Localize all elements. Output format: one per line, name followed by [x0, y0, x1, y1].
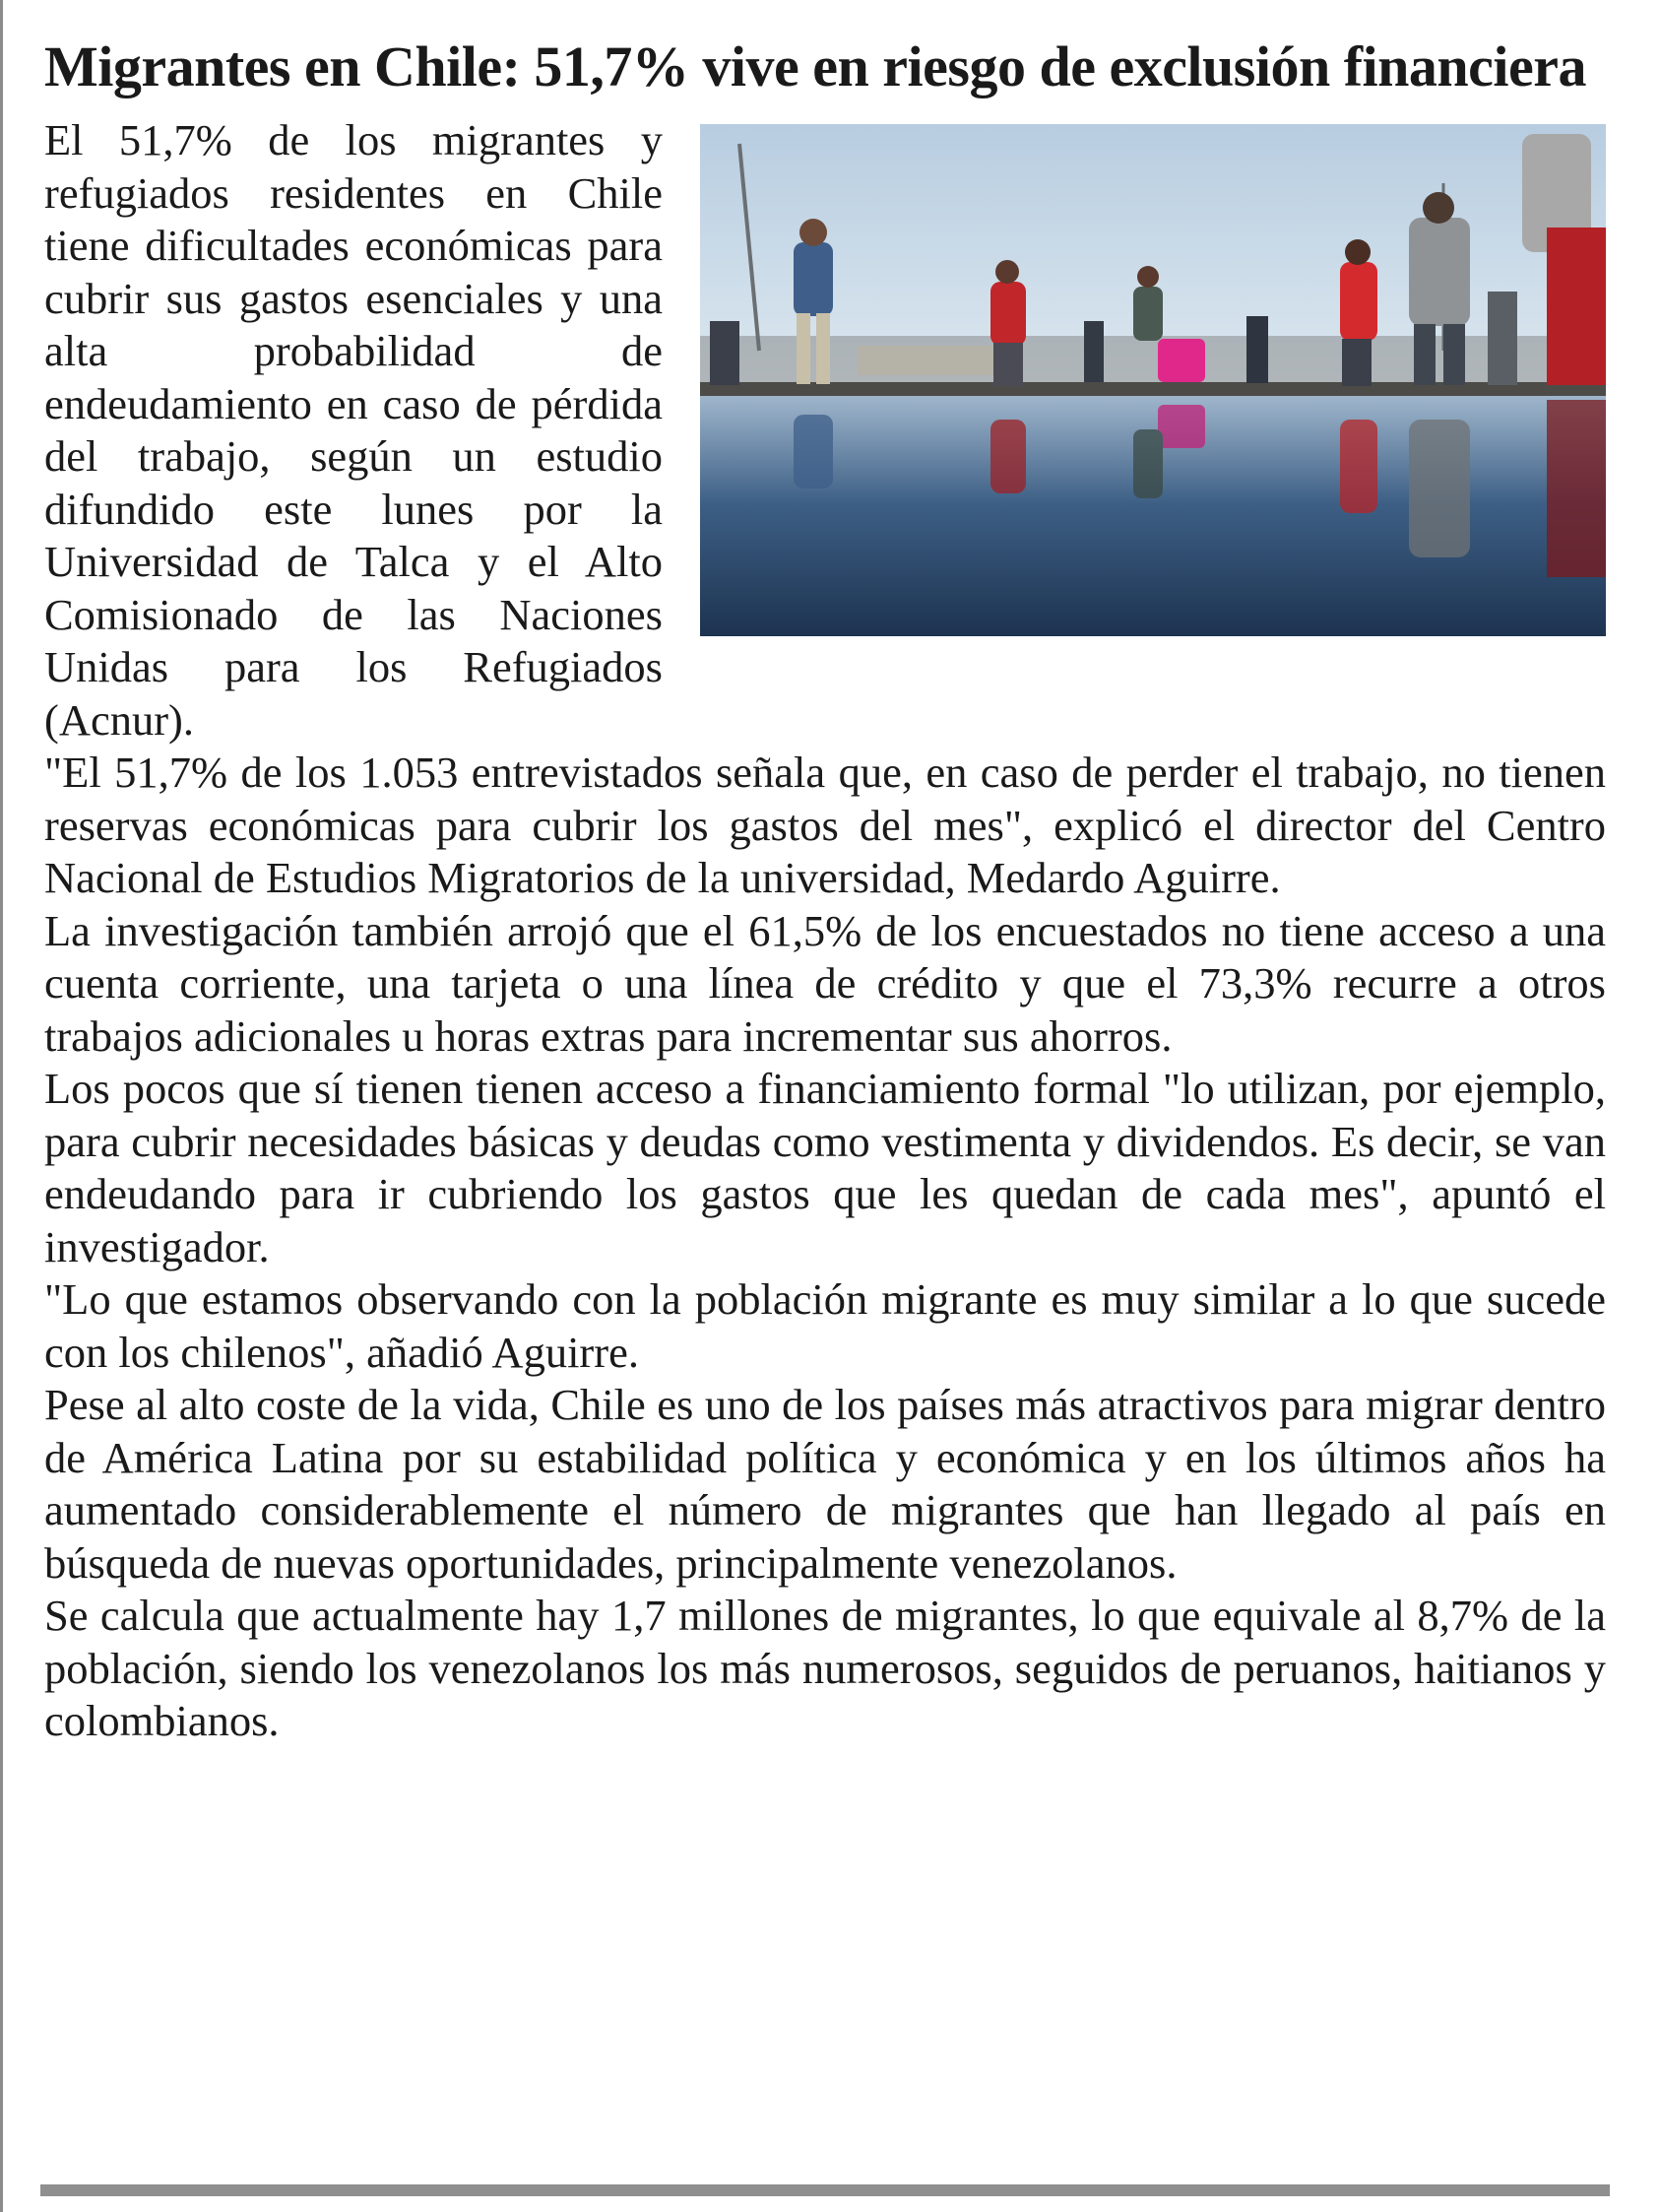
paragraph-1: El 51,7% de los migrantes y refugiados residentes en Chile tiene dificultades económicas para cubrir sus gastos esenciales y una alta probabilidad de endeudamiento en caso de pérdida del trabajo, según un estudio difundido este lunes por la Universidad de Talca y el Alto Comisionado de las Naciones Unidas para los Refugiados (Acnur).	[44, 115, 663, 745]
news-photo	[700, 124, 1606, 636]
paragraph-7: Se calcula que actualmente hay 1,7 millones de migrantes, lo que equivale al 8,7% de la población, siendo los venezolanos los más numerosos, seguidos de peruanos, haitianos y colombianos.	[44, 1591, 1606, 1745]
paragraph-6: Pese al alto coste de la vida, Chile es uno de los países más atractivos para migrar dentro de América Latina por su estabilidad política y económica y en los últimos años ha aumentado considerablemente el número de migrantes que han llegado al país en búsqueda de nuevas oportunidades, principalmente venezolanos.	[44, 1380, 1606, 1588]
paragraph-5: "Lo que estamos observando con la población migrante es muy similar a lo que sucede con los chilenos", añadió Aguirre.	[44, 1274, 1606, 1377]
paragraph-3: La investigación también arrojó que el 61,5% de los encuestados no tiene acceso a una cuenta corriente, una tarjeta o una línea de crédito y que el 73,3% recurre a otros trabajos adicionales u horas extras para incrementar sus ahorros.	[44, 905, 1606, 1061]
paragraph-2: "El 51,7% de los 1.053 entrevistados señala que, en caso de perder el trabajo, no tienen reservas económicas para cubrir los gastos del mes", explicó el director del Centro Nacional de Estudios Migratorios de la universidad, Medardo Aguirre.	[44, 748, 1606, 902]
article-body	[44, 114, 1606, 1748]
article	[44, 32, 1606, 1748]
bottom-rule	[40, 2184, 1610, 2196]
headline: Migrantes en Chile: 51,7% vive en riesgo de exclusión financiera	[44, 34, 1587, 98]
paragraph-4: Los pocos que sí tienen tienen acceso a financiamiento formal "lo utilizan, por ejemplo, para cubrir necesidades básicas y deudas como vestimenta y dividendos. Es decir, se van endeudando para ir cubriendo los gastos que les quedan de cada mes", apuntó el investigador.	[44, 1064, 1606, 1271]
